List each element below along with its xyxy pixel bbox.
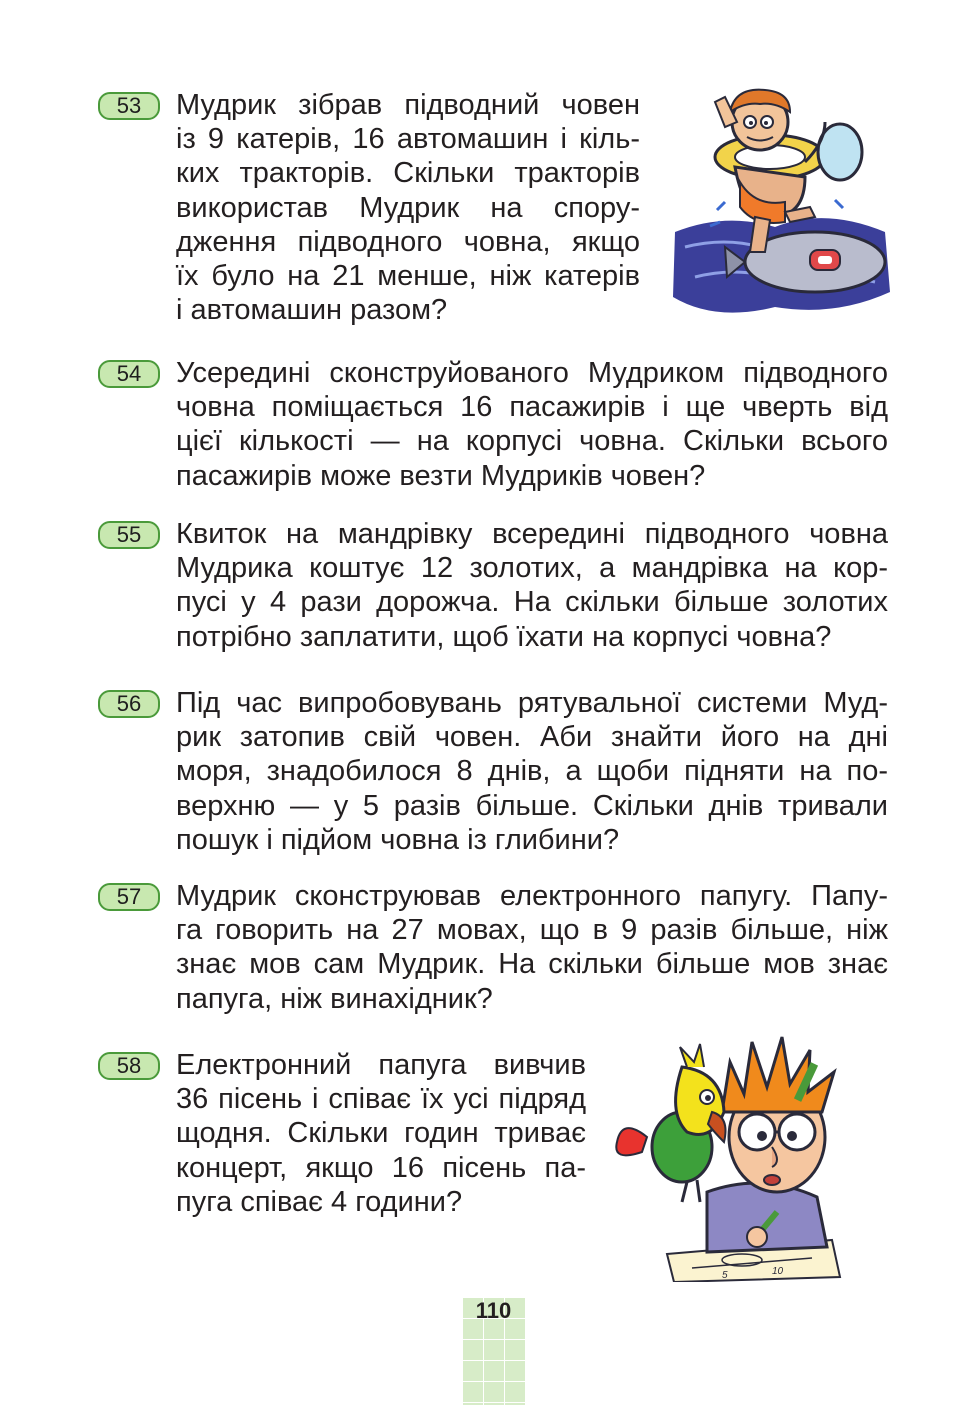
text-line: концерт, якщо 16 пісень па- bbox=[176, 1151, 586, 1184]
text-line: 36 пісень і співає їх усі підряд bbox=[176, 1083, 586, 1116]
text-line: Під час випробовувань рятувальної системи Муд- bbox=[176, 687, 888, 719]
text-line: Квиток на мандрівку всередині підводного човна bbox=[176, 518, 888, 550]
text-line: пуга співає 4 години? bbox=[176, 1185, 463, 1218]
problem-text bbox=[176, 517, 888, 654]
text-line: верхню — у 5 разів більше. Скільки днів тривали bbox=[176, 789, 888, 822]
text-line: потрібно заплатити, щоб їхати на корпусі човна? bbox=[176, 620, 832, 653]
text-line: знає мов сам Мудрик. На скільки більше мов знає bbox=[176, 948, 888, 981]
parrot-and-inventor-illustration bbox=[612, 1032, 844, 1282]
text-line: пошук і підйом човна із глибини? bbox=[176, 823, 620, 856]
text-line: моря, знадобилося 8 днів, а щоби підняти на по- bbox=[176, 755, 888, 788]
text-line: ких тракторів. Скільки тракторів bbox=[176, 157, 640, 190]
text-line: рик затопив свій човен. Аби знайти його на дні bbox=[176, 721, 888, 754]
text-line: цієї кількості — на корпусі човна. Скільки всього bbox=[176, 425, 888, 458]
text-line: пасажирів може везти Мудриків човен? bbox=[176, 459, 706, 492]
problem-number-badge: 57 bbox=[98, 883, 160, 911]
text-line: Усередині сконструйованого Мудриком підводного bbox=[176, 357, 888, 389]
problem-text bbox=[176, 879, 888, 1016]
problem-number-badge: 56 bbox=[98, 690, 160, 718]
ruler-mark-10: 10 bbox=[772, 1266, 784, 1277]
text-line: із 9 катерів, 16 автомашин і кіль- bbox=[176, 123, 640, 156]
text-line: Електронний папуга вивчив bbox=[176, 1049, 586, 1081]
problem-number-badge: 55 bbox=[98, 521, 160, 549]
problem-number-badge: 53 bbox=[98, 92, 160, 120]
boy-diver-on-submarine-illustration bbox=[665, 82, 895, 327]
text-line: човна поміщається 16 пасажирів і ще чверть від bbox=[176, 391, 888, 424]
text-line: щодня. Скільки годин триває bbox=[176, 1117, 586, 1150]
text-line: Мудрик зібрав підводний човен bbox=[176, 89, 640, 121]
problem-text bbox=[176, 1048, 586, 1219]
ruler-mark-5: 5 bbox=[722, 1270, 728, 1281]
text-line: і автомашин разом? bbox=[176, 294, 448, 327]
page-number: 110 bbox=[475, 1298, 512, 1323]
text-line: дження підводного човна, якщо bbox=[176, 225, 640, 258]
text-line: папуга, ніж винахідник? bbox=[176, 982, 493, 1015]
problem-text bbox=[176, 356, 888, 493]
text-line: пусі у 4 рази дорожча. На скільки більше золотих bbox=[176, 586, 888, 619]
text-line: їх було на 21 менше, ніж катерів bbox=[176, 260, 640, 293]
text-line: Мудрика коштує 12 золотих, а мандрівка на кор- bbox=[176, 552, 888, 585]
problem-text bbox=[176, 88, 640, 327]
problem-number-badge: 58 bbox=[98, 1052, 160, 1080]
problem-text bbox=[176, 686, 888, 857]
text-line: га говорить на 27 мовах, що в 9 разів більше, ніж bbox=[176, 914, 888, 947]
problem-number-badge: 54 bbox=[98, 360, 160, 388]
text-line: Мудрик сконструював електронного папугу. Папу- bbox=[176, 880, 888, 912]
text-line: використав Мудрик на спору- bbox=[176, 191, 640, 224]
